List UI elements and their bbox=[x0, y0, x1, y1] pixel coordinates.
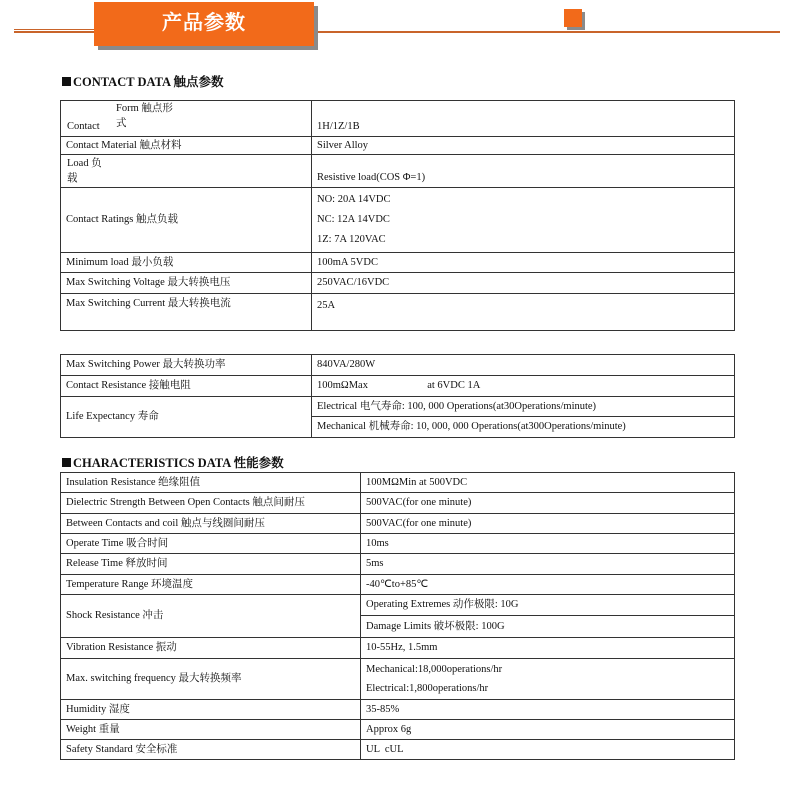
header-rule-top bbox=[14, 29, 100, 30]
table-label-cell: Life Expectancy 寿命 bbox=[61, 397, 312, 438]
table-value-cell bbox=[361, 595, 735, 638]
table-value-cell: 100mA 5VDC bbox=[312, 253, 735, 273]
table-row bbox=[61, 514, 735, 534]
table-value-cell bbox=[312, 397, 735, 438]
square-bullet-icon bbox=[62, 77, 71, 86]
contact-table-2 bbox=[60, 354, 735, 438]
table-label-cell bbox=[61, 101, 312, 137]
life-mechanical: Mechanical 机械寿命: 10, 000, 000 Operations(at300Operations/minute) bbox=[317, 421, 626, 432]
page-title: 产品参数 bbox=[162, 10, 246, 34]
table-value-cell: 35-85% bbox=[361, 700, 735, 720]
table-row bbox=[61, 101, 735, 137]
table-value-cell: 100MΩMin at 500VDC bbox=[361, 473, 735, 493]
table-label-cell: Shock Resistance 冲击 bbox=[61, 595, 361, 638]
table-row bbox=[61, 155, 735, 188]
characteristics-section-title: CHARACTERISTICS DATA 性能参数 bbox=[73, 456, 284, 470]
table-value-cell: 5ms bbox=[361, 554, 735, 575]
form-label-suffix: 式 bbox=[116, 118, 127, 129]
table-label-cell: Minimum load 最小负载 bbox=[61, 253, 312, 273]
table-row bbox=[61, 188, 735, 253]
table-value-cell: 840VA/280W bbox=[312, 355, 735, 376]
table-label-cell: Operate Time 吸合时间 bbox=[61, 534, 361, 554]
table-row bbox=[61, 595, 735, 638]
table-label-cell: Temperature Range 环境温度 bbox=[61, 575, 361, 595]
table-row bbox=[61, 493, 735, 514]
table-row bbox=[61, 397, 735, 438]
contact-section-heading bbox=[62, 72, 223, 90]
table-value-cell: Approx 6g bbox=[361, 720, 735, 740]
table-value-cell bbox=[312, 155, 735, 188]
table-row bbox=[61, 720, 735, 740]
table-row bbox=[61, 638, 735, 659]
table-row bbox=[61, 473, 735, 493]
table-label-cell: Contact Ratings 触点负载 bbox=[61, 188, 312, 253]
characteristics-table bbox=[60, 472, 735, 760]
table-label-cell: Insulation Resistance 绝缘阻值 bbox=[61, 473, 361, 493]
table-value-cell: 500VAC(for one minute) bbox=[361, 493, 735, 514]
table-label-cell: Dielectric Strength Between Open Contacts 触点间耐压 bbox=[61, 493, 361, 514]
table-label-cell: Vibration Resistance 振动 bbox=[61, 638, 361, 659]
form-label-prefix: Contact bbox=[67, 121, 100, 132]
table-label-cell: Humidity 湿度 bbox=[61, 700, 361, 720]
rating-value: 1Z: 7A 120VAC bbox=[317, 234, 386, 245]
header-square-icon bbox=[564, 9, 582, 27]
rating-value: NO: 20A 14VDC bbox=[317, 194, 391, 205]
table-value-cell bbox=[312, 294, 735, 331]
square-bullet-icon bbox=[62, 458, 71, 467]
resistance-condition: at 6VDC 1A bbox=[427, 380, 481, 391]
table-row bbox=[61, 740, 735, 760]
load-label-main: Load 负 bbox=[67, 158, 102, 169]
rating-value: NC: 12A 14VDC bbox=[317, 214, 390, 225]
table-value-cell bbox=[312, 188, 735, 253]
table-label-cell: Weight 重量 bbox=[61, 720, 361, 740]
table-label-cell bbox=[61, 155, 312, 188]
life-electrical: Electrical 电气寿命: 100, 000 Operations(at30Operations/minute) bbox=[312, 397, 734, 417]
table-row bbox=[61, 534, 735, 554]
table-value-cell bbox=[312, 376, 735, 397]
table-label-cell bbox=[61, 294, 312, 331]
table-value-cell: 10-55Hz, 1.5mm bbox=[361, 638, 735, 659]
characteristics-section-heading bbox=[62, 453, 284, 471]
table-row bbox=[61, 355, 735, 376]
table-label-cell: Safety Standard 安全标准 bbox=[61, 740, 361, 760]
table-row bbox=[61, 253, 735, 273]
table-label-cell: Max Switching Voltage 最大转换电压 bbox=[61, 273, 312, 294]
table-value-cell: 500VAC(for one minute) bbox=[361, 514, 735, 534]
table-label-cell: Release Time 释放时间 bbox=[61, 554, 361, 575]
table-value-cell: 10ms bbox=[361, 534, 735, 554]
load-value: Resistive load(COS Φ=1) bbox=[317, 172, 426, 183]
table-label-cell: Between Contacts and coil 触点与线圈间耐压 bbox=[61, 514, 361, 534]
table-label-cell: Max Switching Power 最大转换功率 bbox=[61, 355, 312, 376]
table-row bbox=[61, 137, 735, 155]
shock-damage: Damage Limits 破坏极限: 100G bbox=[366, 621, 505, 632]
resistance-value: 100mΩMax bbox=[317, 380, 368, 391]
table-label-cell: Max. switching frequency 最大转换频率 bbox=[61, 659, 361, 700]
table-row bbox=[61, 659, 735, 700]
table-row bbox=[61, 294, 735, 331]
form-value: 1H/1Z/1B bbox=[317, 121, 360, 132]
table-value-cell bbox=[361, 659, 735, 700]
contact-table bbox=[60, 100, 735, 331]
table-row bbox=[61, 273, 735, 294]
load-label-suffix: 载 bbox=[67, 173, 78, 184]
current-label: Max Switching Current 最大转换电流 bbox=[66, 298, 231, 309]
table-label-cell: Contact Material 触点材料 bbox=[61, 137, 312, 155]
table-value-cell: 250VAC/16VDC bbox=[312, 273, 735, 294]
table-label-cell: Contact Resistance 接触电阻 bbox=[61, 376, 312, 397]
form-label-main: Form 触点形 bbox=[116, 103, 173, 114]
table-row bbox=[61, 575, 735, 595]
frequency-electrical: Electrical:1,800operations/hr bbox=[366, 683, 489, 694]
table-value-cell: Silver Alloy bbox=[312, 137, 735, 155]
frequency-mechanical: Mechanical:18,000operations/hr bbox=[366, 664, 503, 675]
shock-operating: Operating Extremes 动作极限: 10G bbox=[361, 595, 734, 616]
contact-section-title: CONTACT DATA 触点参数 bbox=[73, 75, 224, 89]
table-value-cell bbox=[312, 101, 735, 137]
table-value-cell: UL cUL bbox=[361, 740, 735, 760]
table-value-cell: -40℃to+85℃ bbox=[361, 575, 735, 595]
table-row bbox=[61, 554, 735, 575]
table-row bbox=[61, 376, 735, 397]
current-value: 25A bbox=[317, 300, 336, 311]
table-row bbox=[61, 700, 735, 720]
